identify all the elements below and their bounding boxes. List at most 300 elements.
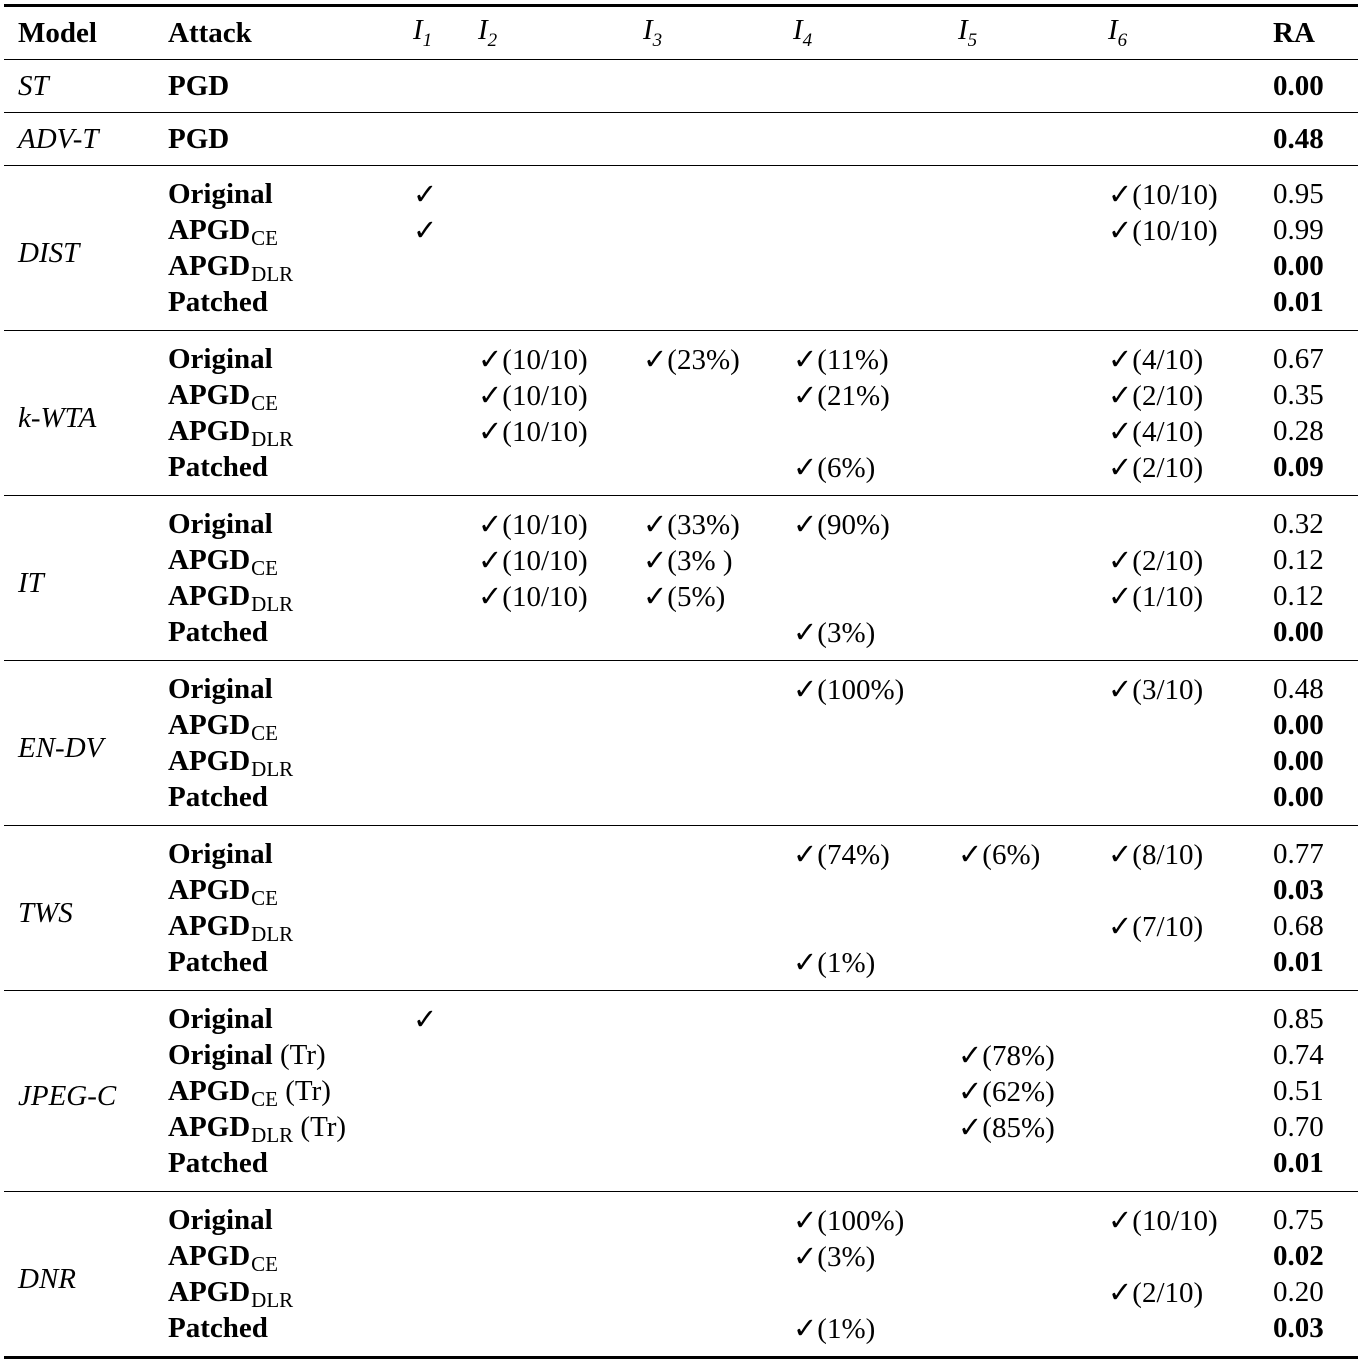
attack-name: APGD [168,1239,251,1272]
indicator-i1-cell [399,60,464,113]
indicator-i2-cell: ✓(10/10) [478,415,588,448]
indicator-i1-cell [399,707,464,743]
attack-cell [154,542,399,578]
indicator-i2-cell [464,779,629,826]
indicator-i1-cell [399,248,464,284]
robust-accuracy-cell: 0.01 [1259,1145,1358,1192]
indicator-i2-cell [464,1109,629,1145]
indicator-i4-cell: ✓(100%) [793,673,905,706]
indicator-i1-cell [399,661,464,708]
indicator-i5-cell [944,779,1094,826]
attack-name: Patched [168,285,268,318]
indicator-i6-cell [1094,1037,1259,1073]
attack-cell [154,449,399,496]
attack-name: Original [168,1002,273,1035]
indicator-i5-cell [944,944,1094,991]
attack-transfer-note: (Tr) [272,1038,326,1071]
attack-cell [154,496,399,543]
indicator-i5-cell [944,707,1094,743]
indicator-i1-cell: ✓ [413,178,438,211]
indicator-i2-cell [464,743,629,779]
header-i5: $I_5$ [944,6,1094,60]
indicator-i2-cell [464,872,629,908]
indicator-i2-cell [464,212,629,248]
attack-transfer-note: (Tr) [278,1074,331,1107]
indicator-i1-cell: ✓ [413,214,438,247]
indicator-i5-cell [944,60,1094,113]
table-row [4,377,1358,413]
indicator-i6-cell: ✓(10/10) [1108,1204,1218,1237]
header-i6: $I_6$ [1094,6,1259,60]
table-row [4,872,1358,908]
indicator-i3-cell [629,779,779,826]
model-cell: k-WTA [4,331,154,496]
table-row [4,826,1358,873]
indicator-i2-cell [464,1145,629,1192]
indicator-i5-cell [944,1310,1094,1358]
indicator-i4-cell: ✓(1%) [779,1310,944,1358]
indicator-i5-cell [944,166,1094,213]
attack-cell [154,944,399,991]
indicator-i5-cell [944,991,1094,1038]
indicator-i2-cell [464,113,629,166]
indicator-i6-cell: ✓(7/10) [1108,910,1204,943]
table-row [4,578,1358,614]
attack-name: APGD [168,708,251,741]
indicator-i5-cell [944,578,1094,614]
attack-loss-subscript: CE [251,885,279,910]
indicator-i1-cell [399,578,464,614]
indicator-i6-cell [1094,707,1259,743]
indicator-i3-cell [629,284,779,331]
indicator-i2-cell [464,284,629,331]
attack-loss-subscript: DLR [251,261,294,286]
attack-loss-subscript: CE [251,1086,279,1111]
indicator-i6-cell [1094,60,1259,113]
attack-cell [154,113,399,166]
indicator-i6-cell: ✓(10/10) [1108,178,1218,211]
attack-name: Patched [168,1311,268,1344]
attack-cell [154,331,399,378]
table-row [4,60,1358,113]
robust-accuracy-cell: 0.48 [1259,113,1358,166]
robust-accuracy-cell: 0.02 [1273,1239,1324,1272]
table-row [4,413,1358,449]
attack-cell [154,991,399,1038]
indicator-i4-cell: ✓(3%) [779,614,944,661]
table-row [4,449,1358,496]
attack-cell [154,1192,399,1239]
table-row [4,908,1358,944]
results-table [4,4,1358,1359]
indicator-i4-cell [779,60,944,113]
indicator-i1-cell [399,496,464,543]
model-cell: ST [4,60,154,113]
indicator-i5-cell [944,113,1094,166]
attack-cell [154,1238,399,1274]
indicator-i1-cell [399,944,464,991]
indicator-i1-cell [399,1238,464,1274]
robust-accuracy-cell: 0.01 [1259,284,1358,331]
attack-cell [154,779,399,826]
indicator-i2-cell: ✓(10/10) [478,508,588,541]
robust-accuracy-cell: 0.00 [1273,708,1324,741]
indicator-i2-cell: ✓(10/10) [478,544,588,577]
indicator-i6-cell [1094,1310,1259,1358]
indicator-i6-cell [1094,743,1259,779]
indicator-i1-cell [399,872,464,908]
table-row [4,212,1358,248]
attack-cell [154,1037,399,1073]
indicator-i4-cell: ✓(11%) [793,343,889,376]
indicator-i6-cell [1094,614,1259,661]
indicator-i3-cell [629,743,779,779]
indicator-i2-cell [464,1310,629,1358]
indicator-i3-cell [629,248,779,284]
indicator-i5-cell [944,1145,1094,1192]
table-row [4,1109,1358,1145]
indicator-i6-cell [1094,991,1259,1038]
attack-name: Patched [168,945,268,978]
indicator-i3-cell [629,1145,779,1192]
indicator-i4-cell [779,166,944,213]
attack-name: APGD [168,213,251,246]
indicator-i2-cell: ✓(10/10) [478,343,588,376]
attack-cell [154,872,399,908]
indicator-i1-cell [399,614,464,661]
attack-name: Original [168,507,273,540]
robust-accuracy-cell: 0.01 [1259,944,1358,991]
robust-accuracy-cell: 0.70 [1273,1110,1324,1143]
attack-name: PGD [168,69,230,102]
attack-name: APGD [168,378,251,411]
indicator-i2-cell [464,908,629,944]
indicator-i6-cell: ✓(3/10) [1108,673,1204,706]
indicator-i1-cell [399,284,464,331]
indicator-i4-cell [779,1109,944,1145]
indicator-i3-cell: ✓(33%) [643,508,740,541]
attack-cell [154,1274,399,1310]
indicator-i5-cell [944,743,1094,779]
table-row [4,331,1358,378]
indicator-i5-cell [944,248,1094,284]
indicator-i6-cell: ✓(2/10) [1094,449,1259,496]
attack-cell [154,413,399,449]
indicator-i4-cell [779,113,944,166]
attack-name: APGD [168,579,251,612]
indicator-i1-cell [399,377,464,413]
robust-accuracy-cell: 0.48 [1273,672,1324,705]
indicator-i3-cell [629,1073,779,1109]
indicator-i2-cell [464,991,629,1038]
robust-accuracy-cell: 0.03 [1273,873,1324,906]
indicator-i2-cell [464,944,629,991]
header-model: Model [4,6,154,60]
attack-cell [154,1073,399,1109]
indicator-i4-cell [779,872,944,908]
indicator-i1-cell [399,331,464,378]
attack-loss-subscript: DLR [251,591,294,616]
attack-cell [154,614,399,661]
attack-cell [154,1145,399,1192]
table-row [4,496,1358,543]
attack-cell [154,661,399,708]
indicator-i2-cell [464,661,629,708]
header-i2: $I_2$ [464,6,629,60]
attack-name: APGD [168,1074,251,1107]
indicator-i1-cell [399,908,464,944]
indicator-i5-cell [944,496,1094,543]
indicator-i6-cell [1094,872,1259,908]
model-cell: EN-DV [4,661,154,826]
header-row [4,6,1358,60]
indicator-i3-cell: ✓(5%) [643,580,726,613]
indicator-i5-cell: ✓(62%) [958,1075,1055,1108]
attack-loss-subscript: CE [251,1251,279,1276]
table-row [4,944,1358,991]
indicator-i3-cell [629,661,779,708]
indicator-i4-cell [779,212,944,248]
robust-accuracy-cell: 0.99 [1273,213,1324,246]
indicator-i3-cell [629,166,779,213]
indicator-i1-cell [399,449,464,496]
attack-loss-subscript: CE [251,390,279,415]
indicator-i1-cell [399,1274,464,1310]
indicator-i6-cell: ✓(10/10) [1108,214,1218,247]
indicator-i5-cell [944,872,1094,908]
indicator-i6-cell: ✓(2/10) [1108,379,1204,412]
indicator-i6-cell [1094,1145,1259,1192]
indicator-i6-cell: ✓(2/10) [1108,1276,1204,1309]
attack-name: Patched [168,615,268,648]
model-cell: DNR [4,1192,154,1358]
indicator-i2-cell [464,248,629,284]
indicator-i3-cell [629,707,779,743]
table-row [4,1145,1358,1192]
table-body [4,60,1358,1358]
indicator-i3-cell [629,1109,779,1145]
attack-cell [154,212,399,248]
indicator-i5-cell [944,331,1094,378]
table-row [4,743,1358,779]
table-row [4,248,1358,284]
indicator-i2-cell [464,166,629,213]
indicator-i3-cell: ✓(3% ) [643,544,733,577]
indicator-i2-cell [464,1073,629,1109]
header-i3: $I_3$ [629,6,779,60]
indicator-i5-cell: ✓(6%) [958,838,1041,871]
indicator-i5-cell [944,413,1094,449]
attack-name: APGD [168,744,251,777]
header-i4: $I_4$ [779,6,944,60]
indicator-i4-cell [779,248,944,284]
attack-name: Patched [168,780,268,813]
indicator-i6-cell: ✓(8/10) [1108,838,1204,871]
indicator-i4-cell [779,991,944,1038]
model-cell: ADV-T [4,113,154,166]
indicator-i3-cell [629,449,779,496]
indicator-i4-cell [779,1073,944,1109]
attack-cell [154,377,399,413]
indicator-i3-cell [629,826,779,873]
indicator-i4-cell: ✓(100%) [793,1204,905,1237]
attack-name: APGD [168,414,251,447]
robust-accuracy-cell: 0.09 [1259,449,1358,496]
robust-accuracy-cell: 0.32 [1273,507,1324,540]
indicator-i2-cell [464,60,629,113]
indicator-i4-cell [779,578,944,614]
table-row [4,113,1358,166]
attack-cell [154,908,399,944]
indicator-i3-cell [629,1192,779,1239]
robust-accuracy-cell: 0.77 [1273,837,1324,870]
indicator-i5-cell [944,284,1094,331]
indicator-i3-cell [629,1310,779,1358]
attack-name: Original [168,837,273,870]
indicator-i3-cell [629,991,779,1038]
model-cell: IT [4,496,154,661]
table-row [4,661,1358,708]
indicator-i5-cell [944,212,1094,248]
indicator-i2-cell [464,449,629,496]
model-cell: JPEG-C [4,991,154,1192]
indicator-i1-cell: ✓ [413,1003,438,1036]
indicator-i1-cell [399,1073,464,1109]
attack-name: Patched [168,450,268,483]
table-row [4,1310,1358,1358]
indicator-i4-cell [779,284,944,331]
indicator-i2-cell [464,1274,629,1310]
table-row [4,1238,1358,1274]
indicator-i4-cell [779,542,944,578]
indicator-i4-cell: ✓(74%) [793,838,890,871]
indicator-i6-cell [1094,779,1259,826]
table-row [4,991,1358,1038]
indicator-i6-cell [1094,113,1259,166]
attack-name: APGD [168,1275,251,1308]
attack-name: Original [168,672,273,705]
indicator-i6-cell [1094,284,1259,331]
indicator-i3-cell [629,944,779,991]
attack-name: Original [168,1038,273,1071]
indicator-i6-cell: ✓(4/10) [1108,343,1204,376]
attack-cell [154,248,399,284]
table-row [4,284,1358,331]
indicator-i3-cell [629,60,779,113]
indicator-i6-cell [1094,248,1259,284]
indicator-i5-cell [944,908,1094,944]
attack-name: APGD [168,543,251,576]
indicator-i2-cell [464,614,629,661]
indicator-i3-cell [629,113,779,166]
attack-transfer-note: (Tr) [293,1110,347,1143]
indicator-i4-cell [779,908,944,944]
attack-cell [154,1310,399,1358]
robust-accuracy-cell: 0.67 [1273,342,1324,375]
attack-loss-subscript: CE [251,555,279,580]
attack-cell [154,166,399,213]
robust-accuracy-cell: 0.51 [1273,1074,1324,1107]
attack-name: Original [168,177,273,210]
attack-loss-subscript: CE [251,225,279,250]
attack-loss-subscript: DLR [251,921,294,946]
attack-cell [154,707,399,743]
attack-loss-subscript: CE [251,720,279,745]
indicator-i5-cell: ✓(85%) [958,1111,1055,1144]
indicator-i1-cell [399,743,464,779]
indicator-i3-cell [629,908,779,944]
indicator-i4-cell: ✓(3%) [793,1240,876,1273]
table-row [4,1274,1358,1310]
robust-accuracy-cell: 0.00 [1273,744,1324,777]
indicator-i3-cell [629,413,779,449]
table-row [4,542,1358,578]
indicator-i2-cell [464,1238,629,1274]
table-row [4,166,1358,213]
indicator-i6-cell [1094,944,1259,991]
indicator-i4-cell [779,413,944,449]
robust-accuracy-cell: 0.74 [1273,1038,1324,1071]
indicator-i5-cell: ✓(78%) [958,1039,1055,1072]
indicator-i6-cell [1094,496,1259,543]
indicator-i5-cell [944,1274,1094,1310]
attack-loss-subscript: DLR [251,426,294,451]
table-row [4,1073,1358,1109]
indicator-i5-cell [944,542,1094,578]
robust-accuracy-cell: 0.12 [1273,579,1324,612]
header-attack: Attack [154,6,399,60]
indicator-i6-cell: ✓(4/10) [1108,415,1204,448]
indicator-i6-cell [1094,1238,1259,1274]
indicator-i4-cell: ✓(1%) [779,944,944,991]
indicator-i2-cell: ✓(10/10) [478,379,588,412]
robust-accuracy-cell: 0.68 [1273,909,1324,942]
indicator-i2-cell [464,1037,629,1073]
indicator-i1-cell [399,1037,464,1073]
indicator-i2-cell [464,707,629,743]
indicator-i3-cell [629,614,779,661]
indicator-i1-cell [399,1310,464,1358]
attack-name: APGD [168,1110,251,1143]
table-row [4,707,1358,743]
attack-cell [154,1109,399,1145]
indicator-i1-cell [399,779,464,826]
indicator-i6-cell [1094,1109,1259,1145]
attack-cell [154,578,399,614]
header-i1: $I_1$ [399,6,464,60]
indicator-i4-cell: ✓(21%) [793,379,890,412]
table-row [4,779,1358,826]
attack-cell [154,743,399,779]
attack-loss-subscript: DLR [251,1122,294,1147]
indicator-i6-cell: ✓(1/10) [1108,580,1204,613]
indicator-i4-cell [779,1145,944,1192]
robust-accuracy-cell: 0.20 [1273,1275,1324,1308]
attack-cell [154,60,399,113]
indicator-i4-cell: ✓(90%) [793,508,890,541]
indicator-i3-cell [629,212,779,248]
indicator-i2-cell: ✓(10/10) [478,580,588,613]
robust-accuracy-cell: 0.00 [1259,60,1358,113]
indicator-i1-cell [399,1192,464,1239]
indicator-i3-cell: ✓(23%) [643,343,740,376]
indicator-i2-cell [464,1192,629,1239]
indicator-i1-cell [399,113,464,166]
indicator-i3-cell [629,377,779,413]
header-ra: RA [1259,6,1358,60]
table-row [4,614,1358,661]
attack-name: PGD [168,122,230,155]
